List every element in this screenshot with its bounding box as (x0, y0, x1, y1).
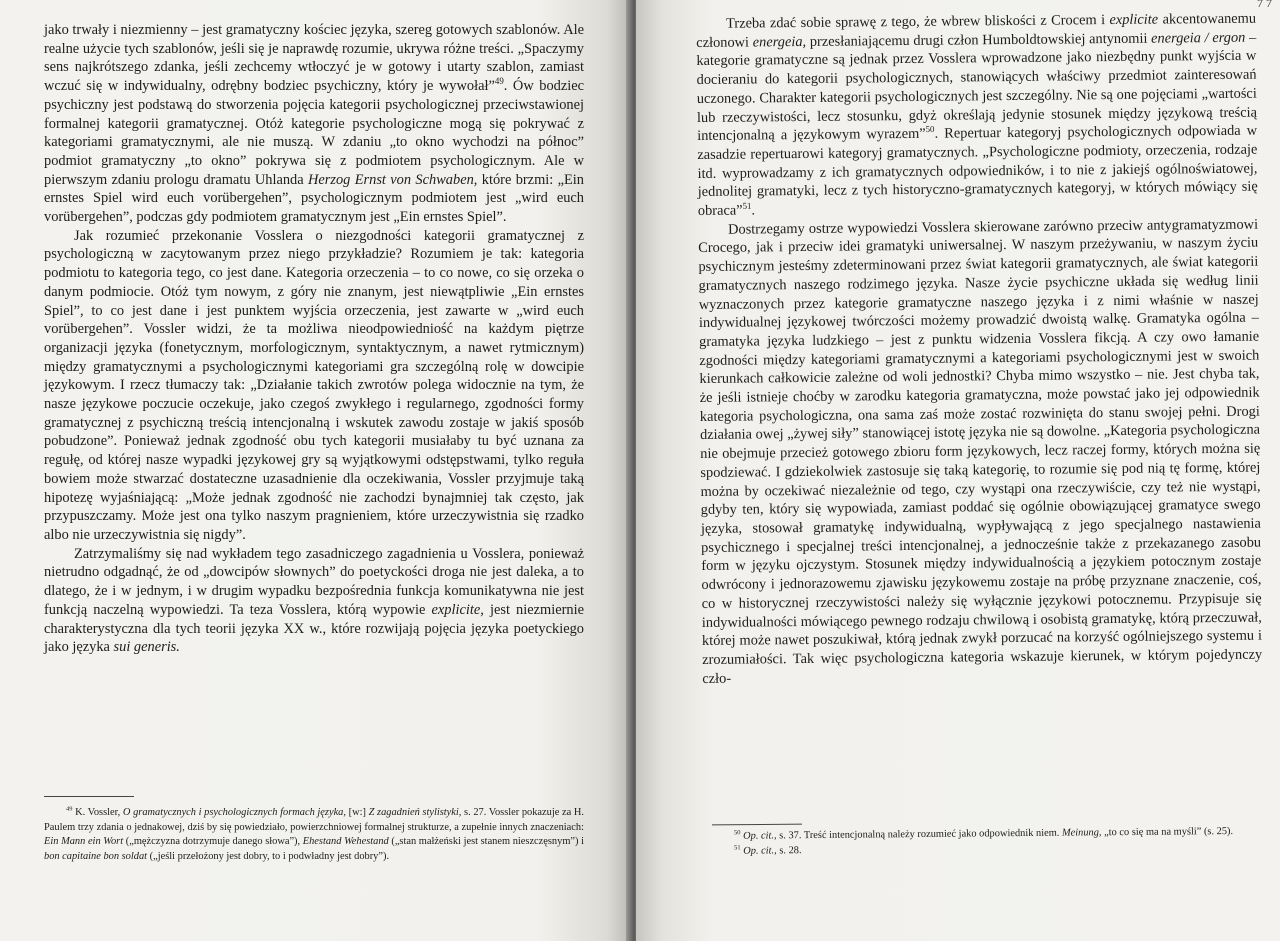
left-body-text (44, 21, 584, 657)
italic-text: Op. cit., (743, 830, 777, 842)
italic-text: Ein Mann ein Wort (44, 836, 124, 848)
footnote-ref: 49 (66, 805, 73, 813)
page-number-mark: 7 7 (1257, 0, 1272, 10)
footnote-ref: 50 (733, 829, 741, 837)
paragraph: jako trwały i niezmienny – jest gramatyczny kościec języka, szereg gotowych szablonów. Ale realne użycie tych szablonów, jeśli się je naprawdę rozumie, ukrywa różne treści. „Spaczymy sens najkrótszego zdanka, jeśli zechcemy wtłoczyć je w gotowy i utarty szablon, zamiast wczuć się w indywidualny, odrębny bodziec psychiczny, który je wywołał”$^{49}$. Ów bodziec psychiczny jest podstawą do stworzenia pojęcia kategorii psychologicznej przeciwstawionej formalnej kategorii gramatycznej. Otóż kategorie psychologiczne mogą się pokrywać z kategoriami gramatycznymi, ale nie muszą. W zdaniu „to okno wychodzi na północ” podmiot gramatyczny „to okno” pokrywa się z podmiotem psychologicznym. Ale w pierwszym zdaniu prologu dramatu Uhlanda Herzog Ernst von Schwaben, które brzmi: „Ein ernstes Spiel wird euch vorübergehen”, psychologicznym podmiotem jest „wird euch vorübergehen”, podczas gdy podmiotem gramatycznym jest „Ein ernstes Spiel”. (44, 22, 585, 226)
italic-text: Herzog Ernst von Schwaben, (308, 171, 478, 188)
footnote-rule (712, 824, 802, 826)
italic-text: Z zagadnień stylistyki, (368, 807, 462, 818)
footnote-ref: 51 (734, 843, 741, 851)
footnote-rule (44, 796, 134, 797)
left-page (0, 0, 632, 941)
footnote: $^{50}$ Op. cit., s. 37. Treść intencjonalną należy rozumieć jako odpowiednik niem. Meinung, „to co się ma na myśli” (s. 25). (733, 825, 1234, 842)
left-footnotes (44, 806, 584, 864)
italic-text: bon capitaine bon soldat (44, 850, 148, 862)
italic-text: energeia, (752, 33, 807, 51)
italic-text: energeia / ergon (1151, 29, 1246, 47)
italic-text: explicite (1109, 11, 1159, 29)
italic-text: Op. cit., (743, 844, 777, 857)
right-body-text (696, 10, 1262, 689)
footnote-ref: 49 (494, 76, 504, 87)
right-page (636, 0, 1280, 941)
paragraph: Dostrzegamy ostrze wypowiedzi Vosslera skierowane zarówno przeciw antygramatyzmowi Crocego, jak i przeciw idei gramatyki uniwersalnej. W naszym przeżywaniu, w naszym życiu psychicznym jesteśmy zdeterminowani przez świat kategorii gramatycznych, ale świat kategorii gramatycznych naszego rodzimego języka. Nasze życie psychiczne układa się według linii wyznaczonych przez kategorie gramatyczne naszego języka i z nimi właśnie w naszej indywidualnej językowej twórczości możemy prowadzić dwoistą walkę. Gramatyka ogólna – gramatyka języka ludzkiego – jest z punktu widzenia Vosslera fikcją. A czy owo łamanie zgodności między kategoriami gramatycznymi a kategoriami psychologicznymi jest w swoich kierunkach całkowicie zależne od woli jednostki? Chyba mimo wszystko – nie. Jest chyba tak, że jeśli istnieje choćby w zarodku kategoria gramatyczna, może powstać jako jej odpowiednik kategoria psychologiczna, ona sama zaś może zostać rozwinięta do stanu swojej pełni. Drogi działania owej „żywej siły” stanowiącej istotę języka nie są dowolne. „Kategoria psychologiczna nie obejmuje przecież gotowego zbioru form językowych, lecz raczej formy, których można się spodziewać. I gdziekolwiek zastosuje się taką kategorię, to rozumie się pod nią tę formę, której można by oczekiwać niezależnie od tego, czy wystąpi ona rzeczywiście, czy też nie wystąpi, gdyby ten, który się wypowiada, zamiast poddać się ogólnie obowiązującej gramatyce swego języka, stosował gramatykę indywidualną, wypływającą z jego specjalnego nastawienia psychicznego i specjalnej treści intencjonalnej, a jednocześnie także z przekazanego zasobu form w języku ojczystym. Stosunek między indywidualnością a językiem potocznym zostaje odwrócony i jednorazowemu zjawisku językowemu zostaje na próbę przyznane znaczenie, coś, co w historycznej rzeczywistości należy się wyłącznie językowi potocznemu. Przypisuje się indywidualności mówiącego pewnego rodzaju chwilową i osobistą gramatykę, którą przeczuwał, której może nawet poszukiwał, którą jednak zwykł porzucać na korzyść ogólniejszego systemu i zrozumiałości. Tak więc psychologiczna kategoria wskazuje kierunek, w którym pojedynczy czło- (698, 216, 1263, 687)
italic-text: Meinung, (1061, 827, 1102, 839)
footnote-ref: 50 (925, 124, 935, 135)
italic-text: sui generis. (113, 639, 180, 656)
paragraph: Trzeba zdać sobie sprawę z tego, że wbrew bliskości z Crocem i explicite akcentowanemu członowi energeia, przesłaniającemu drugi człon Humboldtowskiej antynomii energeia / ergon – kategorie gramatyczne są jednak przez Vosslera wprowadzone jako niezbędny punkt wyjścia w docieraniu do kategorii psychologicznych, stanowiących właściwy przedmiot zainteresowań uczonego. Charakter kategorii psychologicznych jest szczególny. Nie są one pojęciami „wartości lub rzeczywistości, lecz stosunku, gdyż określają jedynie stosunek między językową treścią intencjonalną a językowym wyrazem”$^{50}$. Repertuar kategoryj psychologicznych odpowiada w zasadzie repertuarowi kategoryj gramatycznych. „Psychologiczne podmioty, orzeczenia, rodzaje itd. wyprowadzamy z ich gramatycznych odpowiedników, i to nie z jakiejś ogólnoświatowej, jednolitej gramatyki, lecz z tych historyczno-gramatycznych kategoryj, w których mówiący się obraca”$^{51}$. (696, 10, 1258, 220)
footnote: $^{49}$ K. Vossler, O gramatycznych i psychologicznych formach języka, [w:] Z zagadnień stylistyki, s. 27. Vossler pokazuje za H. Paulem trzy zdania o jednakowej, dziś by się powiedziało, powierzchniowej formalnej strukturze, a zupełnie innych znaczeniach: Ein Mann ein Wort („mężczyzna dotrzymuje danego słowa”), Ehestand Wehestand („stan małżeński jest stanem nieszczęsnym”) i bon capitaine bon soldat („jeśli przełożony jest dobry, to i podwładny jest dobry”). (44, 805, 585, 862)
paragraph: Zatrzymaliśmy się nad wykładem tego zasadniczego zagadnienia u Vosslera, ponieważ nietrudno odgadnąć, że od „dowcipów słownych” do poetyckości droga nie jest daleka, a to dlatego, że i w jednym, i w drugim wypadku bezpośrednia funkcja komunikatywna nie jest funkcją naczelną wypowiedzi. Ta teza Vosslera, którą wypowie explicite, jest niezmiernie charakterystyczna dla tych teorii języka XX w., które rozwijają pojęcia języka poetyckiego jako języka sui generis. (44, 545, 584, 656)
footnote-ref: 51 (742, 200, 752, 211)
footnote: $^{51}$ Op. cit., s. 28. (734, 843, 802, 857)
italic-text: O gramatycznych i psychologicznych formach języka, (122, 807, 346, 818)
italic-text: Ehestand Wehestand (302, 836, 389, 848)
right-footnotes (712, 825, 1267, 860)
italic-text: explicite, (431, 601, 484, 618)
paragraph: Jak rozumieć przekonanie Vosslera o niezgodności kategorii gramatycznej z psychologiczną w zacytowanym przez niego przykładzie? Rozumiem je tak: kategoria podmiotu to kategoria tego, co jest dane. Kategoria orzeczenia – to co nowe, co się orzeka o danym podmiocie. Otóż tym nowym, z góry nie znanym, jest niewątpliwie „Ein ernstes Spiel”, to co jest dane i jest punktem wyjścia orzeczenia, jest zawarte w „wird euch vorübergehen”. Vossler widzi, że ta możliwa nieodpowiedniość na każdym piętrze organizacji języka (fonetycznym, morfologicznym, syntaktycznym, a nawet rytmicznym) między gramatycznymi a psychologicznymi kategoriami gra szczególną rolę w dowcipie językowym. I rzecz tłumaczy tak: „Działanie takich zwrotów polega widocznie na tym, że nasze językowe poczucie oczekuje, jako czegoś zwykłego i regularnego, zgodności formy gramatycznej z psychiczną treścią intencjonalną i wskutek zawodu zostaje w jakiś sposób pobudzone”. Ponieważ jednak zgodność obu tych kategorii musiałaby tu być uznana za regułę, od której nasze wypadki językowej gry są wyjątkowymi odstępstwami, tylko reguła bowiem może stwarzać dostateczne uzasadnienie dla oczekiwania, Vossler przyjmuje taką hipotezę wyjaśniającą: „Może jednak zgodność nie zachodzi bynajmniej tak często, jak przypuszczamy. Może jest ona tylko naszym pragnieniem, które urzeczywistnia się rzadko albo nie urzeczywistnia się nigdy”. (44, 227, 584, 543)
